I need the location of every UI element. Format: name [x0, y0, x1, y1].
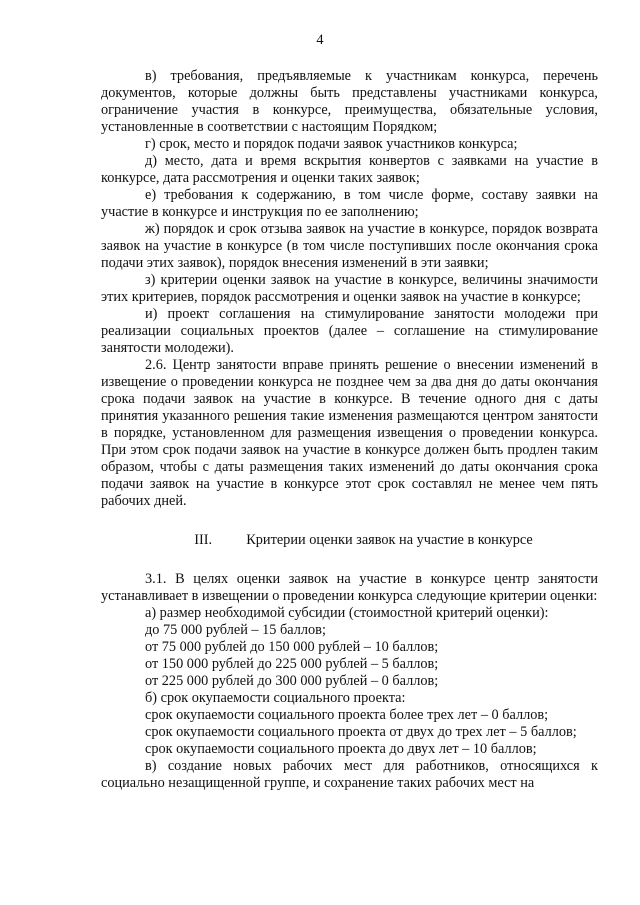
criteria-b-title: б) срок окупаемости социального проекта:	[145, 690, 406, 706]
list-item-e: е) требования к содержанию, в том числе форме, составу заявки на участие в конкурсе и инструкция по ее заполнению;	[101, 187, 598, 220]
paragraph-3-1: 3.1. В целях оценки заявок на участие в конкурсе центр занятости устанавливает в извещении о проведении конкурса следующие критерии оценки:	[101, 571, 598, 604]
section-heading	[101, 532, 598, 549]
criteria-a-item: от 75 000 рублей до 150 000 рублей – 10 баллов;	[145, 639, 439, 655]
criteria-a-item: до 75 000 рублей – 15 баллов;	[145, 622, 326, 638]
criteria-b-item: срок окупаемости социального проекта от двух до трех лет – 5 баллов;	[145, 724, 577, 740]
paragraph-2-6: 2.6. Центр занятости вправе принять решение о внесении изменений в извещение о проведении конкурса не позднее чем за два дня до даты окончания срока подачи заявок на участие в конкурсе. В течение одного дня с даты принятия указанного решения такие изменения размещаются центром занятости в порядке, установленном для размещения извещения о проведении конкурса. При этом срок подачи заявок на участие в конкурсе должен быть продлен таким образом, чтобы с даты размещения таких изменений до даты окончания срока подачи заявок на участие в конкурсе этот срок составлял не менее чем пять рабочих дней.	[101, 357, 598, 509]
criteria-a-item: от 150 000 рублей до 225 000 рублей – 5 баллов;	[145, 656, 439, 672]
criteria-c-start: в) создание новых рабочих мест для работников, относящихся к социально незащищенной группе, и сохранение таких рабочих мест на	[101, 758, 598, 791]
section-title: Критерии оценки заявок на участие в конкурсе	[246, 532, 533, 548]
list-item-z: з) критерии оценки заявок на участие в конкурсе, величины значимости этих критериев, порядок рассмотрения и оценки заявок на участие в конкурсе;	[101, 272, 598, 305]
criteria-b-item: срок окупаемости социального проекта более трех лет – 0 баллов;	[145, 707, 549, 723]
section-number: III.	[194, 532, 213, 548]
criteria-a-item: от 225 000 рублей до 300 000 рублей – 0 баллов;	[145, 673, 439, 689]
list-item-d: д) место, дата и время вскрытия конвертов с заявками на участие в конкурсе, дата рассмотрения и оценки таких заявок;	[101, 153, 598, 186]
page-number: 4	[316, 32, 324, 48]
criteria-b-item: срок окупаемости социального проекта до двух лет – 10 баллов;	[145, 741, 537, 757]
list-item-zh: ж) порядок и срок отзыва заявок на участие в конкурсе, порядок возврата заявок на участие в конкурсе (в том числе поступивших после окончания срока подачи этих заявок), порядок внесения изменений в эти заявки;	[101, 221, 598, 271]
list-item-g: г) срок, место и порядок подачи заявок участников конкурса;	[145, 136, 518, 152]
list-item-v: в) требования, предъявляемые к участникам конкурса, перечень документов, которые должны быть представлены участниками конкурса, ограничение участия в конкурсе, преимущества, обязательные условия, установленные в соответствии с настоящим Порядком;	[101, 68, 598, 135]
document-body	[101, 68, 598, 792]
criteria-a-title: а) размер необходимой субсидии (стоимостной критерий оценки):	[145, 605, 549, 621]
list-item-i: и) проект соглашения на стимулирование занятости молодежи при реализации социальных проектов (далее – соглашение на стимулирование занятости молодежи).	[101, 306, 598, 356]
